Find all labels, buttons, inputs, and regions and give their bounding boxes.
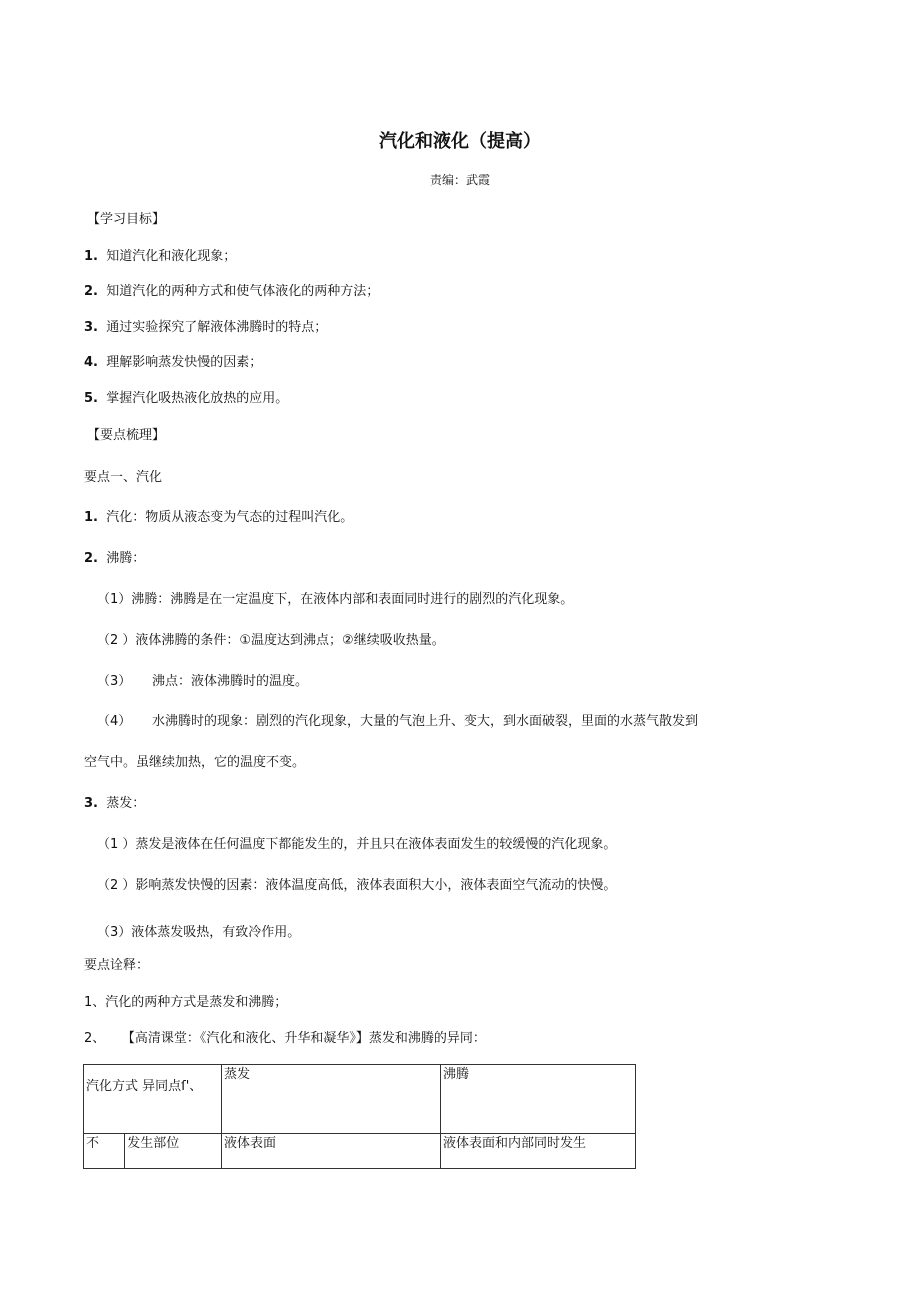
table-corner-cell bbox=[84, 1065, 222, 1134]
section-heading: 要点一、汽化 bbox=[84, 470, 163, 485]
boil-point-3-num: （3） bbox=[97, 674, 132, 689]
goal-text: 掌握汽化吸热液化放热的应用。 bbox=[106, 391, 289, 406]
goal-item bbox=[84, 249, 236, 265]
goal-number: 3. bbox=[84, 320, 98, 335]
boil-point-2: （2 ）液体沸腾的条件：①温度达到沸点；②继续吸收热量。 bbox=[97, 633, 445, 648]
goals-header: 【学习目标】 bbox=[87, 212, 166, 227]
list-item bbox=[84, 551, 145, 567]
item-number: 3. bbox=[84, 796, 98, 811]
note-number: 2、 bbox=[84, 1031, 106, 1046]
boil-point-4-cont: 空气中。虽继续加热，它的温度不变。 bbox=[84, 755, 306, 770]
table-group-cell: 不 bbox=[84, 1134, 125, 1169]
note-text: 【高清课堂：《汽化和液化、升华和凝华》】蒸发和沸腾的异同： bbox=[121, 1031, 486, 1046]
boil-point-4-text: 水沸腾时的现象：剧烈的汽化现象，大量的气泡上升、变大，到水面破裂，里面的水蒸气散发到 bbox=[152, 714, 699, 729]
notes-header: 要点诠释： bbox=[84, 958, 150, 973]
evap-point-1: （1 ）蒸发是液体在任何温度下都能发生的，并且只在液体表面发生的较缓慢的汽化现象。 bbox=[97, 837, 617, 852]
list-item bbox=[84, 796, 145, 812]
table-row bbox=[84, 1134, 636, 1169]
item-number: 2. bbox=[84, 551, 98, 566]
list-item bbox=[84, 510, 353, 526]
table-cell: 液体表面 bbox=[222, 1134, 441, 1169]
table-cell: 液体表面和内部同时发生 bbox=[441, 1134, 636, 1169]
goal-number: 2. bbox=[84, 284, 98, 299]
goal-number: 4. bbox=[84, 355, 98, 370]
item-text: 蒸发： bbox=[106, 796, 146, 811]
boil-point-1: （1）沸腾：沸腾是在一定温度下，在液体内部和表面同时进行的剧烈的汽化现象。 bbox=[97, 592, 574, 607]
goal-text: 理解影响蒸发快慢的因素； bbox=[106, 355, 263, 370]
goal-text: 知道汽化和液化现象； bbox=[106, 249, 237, 264]
goal-text: 通过实验探究了解液体沸腾时的特点； bbox=[106, 320, 328, 335]
document-title: 汽化和液化（提高） bbox=[379, 131, 541, 152]
goal-item bbox=[84, 355, 262, 371]
goal-text: 知道汽化的两种方式和使气体液化的两种方法； bbox=[106, 284, 380, 299]
editor-line: 责编：武霞 bbox=[429, 173, 490, 187]
table-col-header: 蒸发 bbox=[222, 1065, 441, 1134]
goal-number: 5. bbox=[84, 391, 98, 406]
evap-point-3: （3）液体蒸发吸热，有致冷作用。 bbox=[97, 925, 301, 940]
corner-label: 汽化方式 异同点ſ'、 bbox=[86, 1079, 203, 1094]
comparison-table bbox=[83, 1064, 636, 1169]
evap-point-2: （2 ）影响蒸发快慢的因素：液体温度高低，液体表面积大小，液体表面空气流动的快慢。 bbox=[97, 878, 617, 893]
points-header: 【要点梳理】 bbox=[87, 428, 166, 443]
goal-item bbox=[84, 391, 288, 407]
goal-item bbox=[84, 320, 327, 336]
goal-number: 1. bbox=[84, 249, 98, 264]
note-1: 1、汽化的两种方式是蒸发和沸腾； bbox=[84, 995, 288, 1010]
item-text: 沸腾： bbox=[106, 551, 146, 566]
item-number: 1. bbox=[84, 510, 98, 525]
table-row-label: 发生部位 bbox=[125, 1134, 222, 1169]
note-2 bbox=[84, 1031, 486, 1047]
boil-point-4-num: （4） bbox=[97, 714, 132, 729]
boil-point-3-text: 沸点：液体沸腾时的温度。 bbox=[152, 674, 309, 689]
goal-item bbox=[84, 284, 379, 300]
item-text: 汽化：物质从液态变为气态的过程叫汽化。 bbox=[106, 510, 354, 525]
table-header-row bbox=[84, 1065, 636, 1134]
table-col-header: 沸腾 bbox=[441, 1065, 636, 1134]
